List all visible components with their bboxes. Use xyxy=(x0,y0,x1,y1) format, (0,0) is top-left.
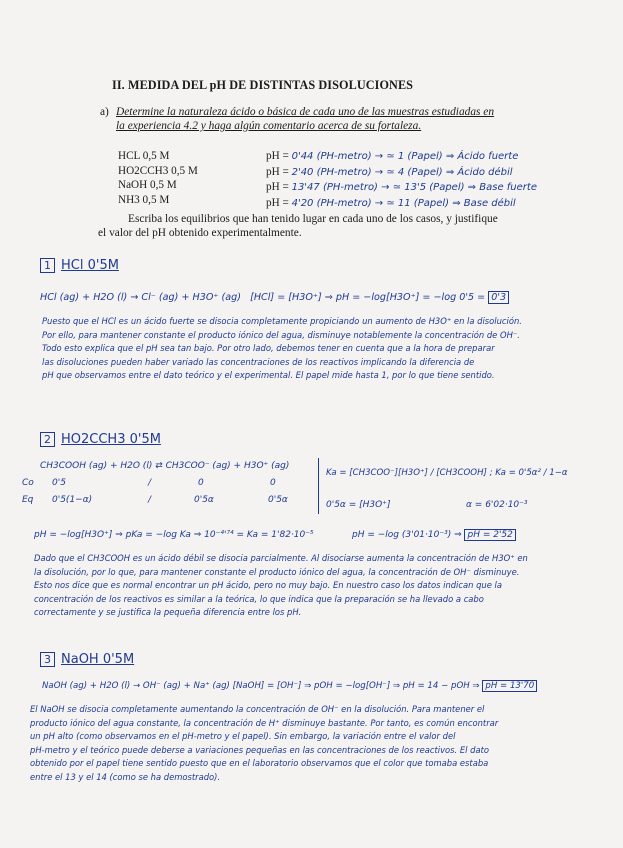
section-number: 2 xyxy=(40,432,55,447)
para-line: un pH alto (como observamos en el pH-metro y el papel). Sin embargo, la variación entre el valor del xyxy=(30,731,456,742)
co-cell: 0 xyxy=(270,478,276,488)
acetic-equation: CH3COOH (ag) + H2O (l) ⇄ CH3COO⁻ (ag) + H3O⁺ (ag) xyxy=(40,461,290,471)
section-number: 1 xyxy=(40,258,55,273)
ph-handwritten: 13'47 (PH-metro) → ≃ 13'5 (Papel) ⇒ Base fuerte xyxy=(291,182,537,193)
para-line: pH-metro y el teórico puede deberse a variaciones pequeñas en las concentraciones de los reactivos. El dato xyxy=(30,744,490,755)
para-line: Todo esto explica que el pH sea tan bajo. Por otro lado, debemos tener en cuenta que a la hora de preparar xyxy=(42,343,495,354)
instructions xyxy=(98,213,538,240)
section-title: HO2CCH3 0'5M xyxy=(61,432,161,447)
section-3-paragraph xyxy=(30,703,498,785)
equation-text: HCl (ag) + H2O (l) → Cl⁻ (ag) + H3O⁺ (ag) xyxy=(40,292,241,303)
sample-name: HO2CCH3 0,5 M xyxy=(118,164,198,177)
section-2-paragraph xyxy=(34,552,528,620)
naoh-equation xyxy=(42,681,537,691)
section-2-title xyxy=(40,432,161,447)
section-title: HCl 0'5M xyxy=(61,258,119,273)
para-line: Dado que el CH3COOH es un ácido débil se disocia parcialmente. Al disociarse aumenta la concentración de H3O⁺ en xyxy=(34,553,528,563)
ph-handwritten: 0'44 (PH-metro) → ≃ 1 (Papel) ⇒ Ácido fuerte xyxy=(291,151,519,162)
ka-expression: Ka = [CH3COO⁻][H3O⁺] / [CH3COOH] ; Ka = 0'5α² / 1−α xyxy=(326,468,568,478)
para-line: Esto nos dice que es normal encontrar un pH ácido, pero no muy bajo. En nuestro caso los datos indican que la xyxy=(34,580,502,591)
alpha-value: α = 6'02·10⁻³ xyxy=(466,500,528,510)
instructions-line-2: el valor del pH obtenido experimentalmente. xyxy=(98,226,302,239)
para-line: concentración de los reactivos es similar a la teórica, lo que indica que la preparación se ha llevado a cabo xyxy=(34,593,484,604)
instructions-line-1: Escriba los equilibrios que han tenido lugar en cada uno de los casos, y justifique xyxy=(128,213,498,225)
para-line: las disoluciones pueden haber variado las concentraciones de los reactivos implicando la diferencia de xyxy=(42,356,475,367)
para-line: obtenido por el papel tiene sentido puesto que en el laboratorio observamos que el color que tomaba estaba xyxy=(30,758,489,769)
para-line: producto iónico del agua constante, la concentración de H⁺ disminuye bastante. Por tanto, es común encontrar xyxy=(30,717,499,728)
question-number: a) xyxy=(100,106,109,118)
divider-line xyxy=(318,458,319,514)
section-number: 3 xyxy=(40,652,55,667)
samples-list xyxy=(118,149,198,207)
pka-calculation: pH = −log[H3O⁺] ⇒ pKa = −log Ka ⇒ 10⁻⁴'⁷⁴ = Ka = 1'82·10⁻⁵ xyxy=(34,530,314,540)
ph-calculation: [HCl] = [H3O⁺] ⇒ pH = −log[H3O⁺] = −log 0'5 = xyxy=(250,292,489,303)
co-cell: / xyxy=(148,478,152,488)
para-line: pH que observamos entre el dato teórico y el experimental. El papel mide hasta 1, por lo que tiene sentido. xyxy=(42,370,495,381)
para-line: correctamente y se justifica la pequeña diferencia entre los pH. xyxy=(34,607,302,618)
sample-name: NH3 0,5 M xyxy=(118,193,170,206)
section-3-title xyxy=(40,652,134,667)
ph-handwritten: 4'20 (PH-metro) → ≃ 11 (Papel) ⇒ Base débil xyxy=(291,197,516,209)
para-line: entre el 13 y el 14 (como se ha demostrado). xyxy=(30,771,221,782)
eq-cell: 0'5α xyxy=(194,495,214,505)
ph-calculation: pH = −log (3'01·10⁻³) ⇒ xyxy=(352,530,465,540)
para-line: Puesto que el HCl es un ácido fuerte se disocia completamente propiciando un aumento de H3O⁺ en la disolución. xyxy=(42,316,522,326)
section-1-paragraph xyxy=(42,315,522,383)
sample-name: NaOH 0,5 M xyxy=(118,179,177,191)
alpha-relation: 0'5α = [H3O⁺] xyxy=(326,500,391,510)
result-box: 0'3 xyxy=(488,291,509,304)
question-line-1: Determine la naturaleza ácido o básica de cada uno de las muestras estudiadas en xyxy=(116,106,495,118)
question-a xyxy=(100,106,495,132)
ph-label: pH = xyxy=(266,196,292,209)
section-heading: II. MEDIDA DEL pH DE DISTINTAS DISOLUCIONES xyxy=(112,78,414,92)
eq-row-label: Eq xyxy=(22,495,34,505)
equation-text: NaOH (ag) + H2O (l) → OH⁻ (ag) + Na⁺ (ag) [NaOH] = [OH⁻] ⇒ pOH = −log[OH⁻] ⇒ pH = 14 − pOH ⇒ xyxy=(42,681,483,691)
co-row-label: Co xyxy=(22,478,34,488)
co-cell: 0 xyxy=(198,478,204,488)
eq-cell: 0'5α xyxy=(268,495,288,505)
section-1-title xyxy=(40,258,119,273)
para-line: la disolución, por lo que, para mantener constante el producto iónico del agua, la concentración de OH⁻ disminuye. xyxy=(34,566,520,577)
question-line-2: la experiencia 4.2 y haga algún comentario acerca de su fortaleza. xyxy=(116,120,422,132)
result-box: pH = 2'52 xyxy=(464,529,515,541)
ph-handwritten: 2'40 (PH-metro) → ≃ 4 (Papel) ⇒ Ácido débil xyxy=(291,166,513,178)
section-title: NaOH 0'5M xyxy=(61,652,135,667)
co-cell: 0'5 xyxy=(52,478,66,488)
eq-cell: 0'5(1−α) xyxy=(52,495,93,505)
eq-cell: / xyxy=(148,495,152,505)
para-line: El NaOH se disocia completamente aumentando la concentración de OH⁻ en la disolución. Para mantener el xyxy=(30,704,485,714)
ph-values xyxy=(266,149,537,211)
ph-calc-2 xyxy=(352,530,516,540)
sample-name: HCL 0,5 M xyxy=(118,150,170,162)
ph-label: pH = xyxy=(266,165,292,178)
hcl-equation xyxy=(40,292,509,303)
ph-label: pH = xyxy=(266,150,292,162)
ph-label: pH = xyxy=(266,181,292,193)
result-box: pH = 13'70 xyxy=(482,680,537,692)
para-line: Por ello, para mantener constante el producto iónico del agua, disminuye notablemente la concentración de OH⁻. xyxy=(42,329,520,340)
